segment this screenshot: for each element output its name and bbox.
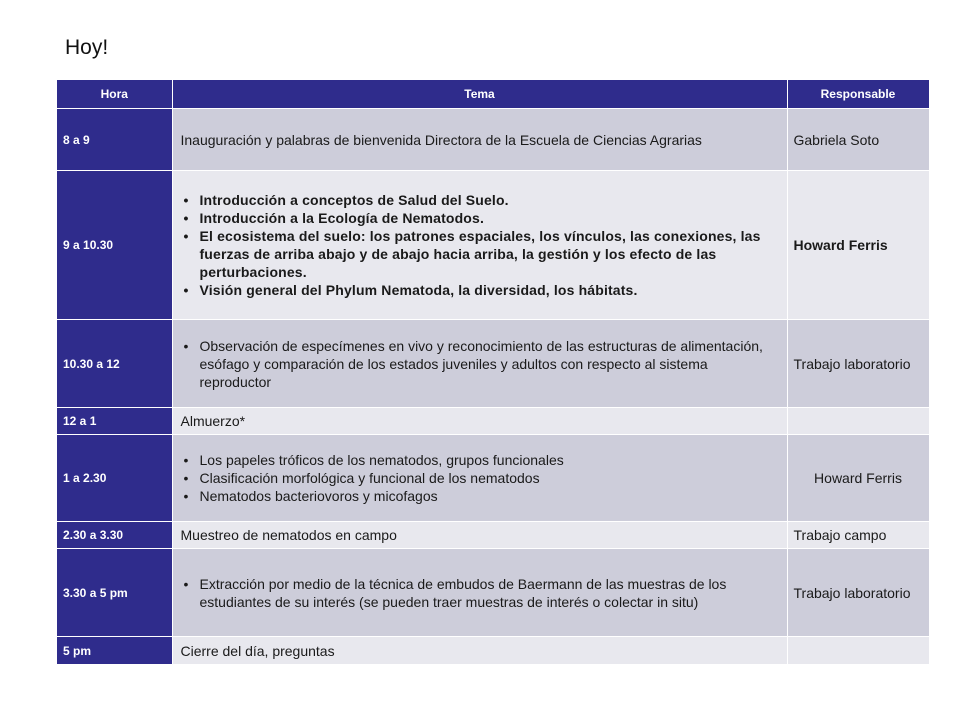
tema-cell: Cierre del día, preguntas: [172, 637, 787, 665]
table-row: [57, 637, 929, 665]
responsable-cell: Trabajo laboratorio: [787, 549, 929, 637]
list-item: • Observación de especímenes en vivo y reconocimiento de las estructuras de alimentación, esófago y comparación de los estados juveniles y adultos con respecto al sistema reproductor: [181, 337, 779, 391]
topic-list: [181, 451, 779, 505]
list-item: • Clasificación morfológica y funcional de los nematodos: [181, 469, 779, 487]
header-hora: Hora: [57, 80, 172, 109]
hora-cell: 12 a 1: [57, 408, 172, 435]
table-row: [57, 171, 929, 320]
tema-cell: [172, 435, 787, 522]
hora-cell: 10.30 a 12: [57, 320, 172, 408]
responsable-cell: Howard Ferris: [787, 171, 929, 320]
hora-cell: 2.30 a 3.30: [57, 522, 172, 549]
table-row: [57, 522, 929, 549]
tema-cell: [172, 320, 787, 408]
responsable-cell: Gabriela Soto: [787, 109, 929, 171]
table-row: [57, 435, 929, 522]
list-item: • Extracción por medio de la técnica de embudos de Baermann de las muestras de los estudiantes de su interés (se pueden traer muestras de interés o colectar in situ): [181, 575, 779, 611]
tema-cell: [172, 549, 787, 637]
responsable-cell: [787, 637, 929, 665]
table-row: [57, 408, 929, 435]
topic-list: [181, 191, 779, 299]
hora-cell: 8 a 9: [57, 109, 172, 171]
list-item: • El ecosistema del suelo: los patrones espaciales, los vínculos, las conexiones, las fuerzas de arriba abajo y de abajo hacia arriba, la gestión y los efecto de las perturbaciones.: [181, 227, 779, 281]
schedule-table: [57, 80, 930, 665]
hora-cell: 1 a 2.30: [57, 435, 172, 522]
table-row: [57, 549, 929, 637]
hora-cell: 9 a 10.30: [57, 171, 172, 320]
tema-cell: Almuerzo*: [172, 408, 787, 435]
tema-cell: Inauguración y palabras de bienvenida Directora de la Escuela de Ciencias Agrarias: [172, 109, 787, 171]
topic-list: [181, 337, 779, 391]
list-item: • Nematodos bacteriovoros y micofagos: [181, 487, 779, 505]
header-tema: Tema: [172, 80, 787, 109]
responsable-cell: Trabajo laboratorio: [787, 320, 929, 408]
hora-cell: 5 pm: [57, 637, 172, 665]
hora-cell: 3.30 a 5 pm: [57, 549, 172, 637]
list-item: • Visión general del Phylum Nematoda, la diversidad, los hábitats.: [181, 281, 779, 299]
header-responsable: Responsable: [787, 80, 929, 109]
table-row: [57, 109, 929, 171]
page-title: Hoy!: [65, 36, 109, 59]
header-row: [57, 80, 929, 109]
topic-list: [181, 575, 779, 611]
tema-cell: [172, 171, 787, 320]
table-row: [57, 320, 929, 408]
responsable-cell: [787, 408, 929, 435]
list-item: • Introducción a conceptos de Salud del Suelo.: [181, 191, 779, 209]
tema-cell: Muestreo de nematodos en campo: [172, 522, 787, 549]
responsable-cell: Trabajo campo: [787, 522, 929, 549]
list-item: • Introducción a la Ecología de Nematodos.: [181, 209, 779, 227]
list-item: • Los papeles tróficos de los nematodos, grupos funcionales: [181, 451, 779, 469]
responsable-cell: Howard Ferris: [787, 435, 929, 522]
